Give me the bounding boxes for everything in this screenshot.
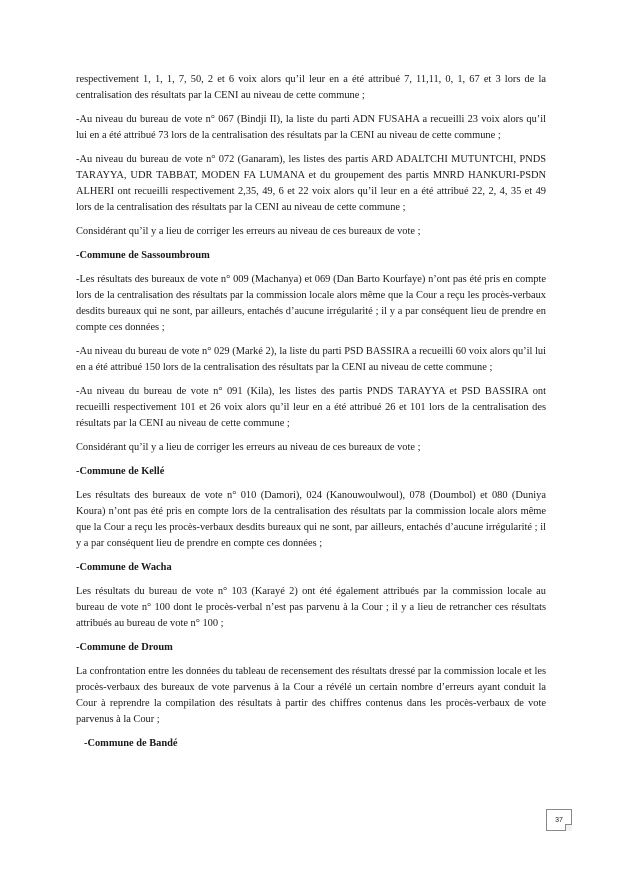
paragraph: respectivement 1, 1, 1, 7, 50, 2 et 6 voix alors qu’il leur en a été attribué 7, 11,11, 0, 1, 67 et 3 lors de la centralisation des résultats par la CENI au niveau de cette commune ; xyxy=(76,74,546,101)
paragraph: -Au niveau du bureau de vote n° 091 (Kila), les listes des partis PNDS TARAYYA et PSD BASSIRA ont recueilli respectivement 101 et 26 voix alors qu’il leur en a été attribué 26 et 101 lors de la centralisation des résultats par la CENI au niveau de cette commune ; xyxy=(76,386,546,429)
section-heading: -Commune de Bandé xyxy=(84,738,178,749)
paragraph: Les résultats du bureau de vote n° 103 (Karayé 2) ont été également attribués par la commission locale au bureau de vote n° 100 dont le procès-verbal n’est pas parvenu à la Cour ; il y a lieu de retrancher ces résultats attribués au bureau de vote n° 100 ; xyxy=(76,586,546,629)
paragraph: La confrontation entre les données du tableau de recensement des résultats dressé par la commission locale et les procès-verbaux des bureaux de vote parvenus à la Cour a révélé un certain nombre d’erreurs ayant conduit la Cour à reprendre la compilation des résultats à partir des chiffres contenus dans les procès-verbaux de vote parvenus à la Cour ; xyxy=(76,666,546,725)
page-number-box xyxy=(546,809,572,831)
paragraph: -Les résultats des bureaux de vote n° 009 (Machanya) et 069 (Dan Barto Kourfaye) n’ont pas été pris en compte lors de la centralisation des résultats par la commission locale alors même que la Cour a reçu les procès-verbaux desdits bureaux qui ne sont, par ailleurs, entachés d’aucune irrégularité ; il y a par conséquent lieu de prendre en compte ces données ; xyxy=(76,274,546,333)
paragraph: Considérant qu’il y a lieu de corriger les erreurs au niveau de ces bureaux de vote ; xyxy=(76,442,421,453)
paragraph: -Au niveau du bureau de vote n° 072 (Ganaram), les listes des partis ARD ADALTCHI MUTUNTCHI, PNDS TARAYYA, UDR TABBAT, MODEN FA LUMANA et du groupement des partis MNRD HANKURI-PSDN ALHERI ont recueilli respectivement 2,35, 49, 6 et 22 voix alors qu’il leur en a été attribué 22, 2, 4, 35 et 49 lors de la centralisation des résultats par la CENI au niveau de cette commune ; xyxy=(76,154,546,213)
section-heading: -Commune de Wacha xyxy=(76,562,172,573)
paragraph: -Au niveau du bureau de vote n° 067 (Bindji II), la liste du parti ADN FUSAHA a recueilli 23 voix alors qu’il lui en a été attribué 73 lors de la centralisation des résultats par la CENI au niveau de cette commune ; xyxy=(76,114,546,141)
paragraph: -Au niveau du bureau de vote n° 029 (Marké 2), la liste du parti PSD BASSIRA a recueilli 60 voix alors qu’il lui en a été attribué 150 lors de la centralisation des résultats par la CENI au niveau de cette commune ; xyxy=(76,346,546,373)
paragraph: Considérant qu’il y a lieu de corriger les erreurs au niveau de ces bureaux de vote ; xyxy=(76,226,421,237)
paragraph: Les résultats des bureaux de vote n° 010 (Damori), 024 (Kanouwoulwoul), 078 (Doumbol) et 080 (Duniya Koura) n’ont pas été pris en compte lors de la centralisation des résultats par la commission locale alors même que la Cour a reçu les procès-verbaux desdits bureaux qui ne sont, par ailleurs, entachés d’aucune irrégularité ; il y a par conséquent lieu de prendre en compte ces données ; xyxy=(76,490,546,549)
document-body xyxy=(76,72,546,760)
section-heading: -Commune de Sassoumbroum xyxy=(76,250,210,261)
section-heading: -Commune de Droum xyxy=(76,642,173,653)
section-heading: -Commune de Kellé xyxy=(76,466,165,477)
page-number: 37 xyxy=(555,816,563,824)
page-corner-fold xyxy=(565,824,572,831)
